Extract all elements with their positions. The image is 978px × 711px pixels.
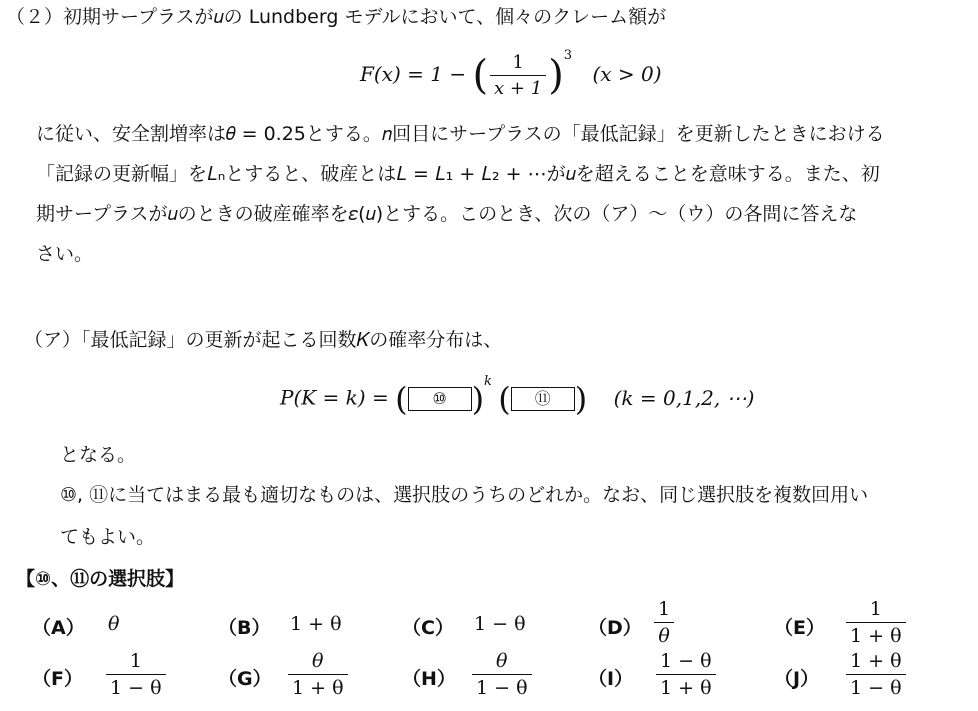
- choice-value-C: 1 − θ: [474, 613, 526, 635]
- formula-F-lhs: F(x) = 1 −: [360, 62, 467, 86]
- part-a-instruction-1: ⑩, ⑪に当てはまる最も適切なものは、選択肢のうちのどれか。なお、同じ選択肢を複数回用い: [60, 484, 869, 506]
- choice-label-D: （D）: [588, 617, 642, 639]
- choice-H-den: 1 − θ: [472, 674, 532, 699]
- choice-value-B: 1 + θ: [290, 613, 342, 635]
- choice-D-num: 1: [658, 598, 671, 620]
- choice-value-F: [104, 650, 168, 699]
- formula-F-cond: (x > 0): [592, 62, 662, 86]
- choice-value-I: [654, 650, 718, 699]
- choice-label-A: （A）: [32, 617, 85, 639]
- blank-10: ⑩: [408, 387, 472, 411]
- formula-F: [360, 48, 662, 99]
- right-paren: ): [548, 52, 564, 99]
- formula-F-den: x + 1: [490, 75, 546, 99]
- choice-value-G: [286, 650, 350, 699]
- right-paren: ): [471, 380, 485, 418]
- choice-J-num: 1 + θ: [850, 650, 902, 672]
- part-a-heading: （ア）「最低記録」の更新が起こる回数𝐾の確率分布は、: [24, 329, 503, 351]
- left-paren: (: [472, 52, 489, 99]
- right-paren: ): [574, 380, 588, 418]
- formula-P-lhs: P(K = k) =: [280, 385, 389, 410]
- formula-F-exp: 3: [563, 48, 573, 64]
- formula-P-cond: (k = 0,1,2, ⋯): [613, 385, 755, 410]
- choice-value-H: [470, 650, 534, 699]
- choice-label-F: （F）: [32, 668, 83, 690]
- formula-P: [280, 373, 755, 418]
- part-a-after: となる。: [60, 444, 137, 466]
- choice-value-J: [844, 650, 908, 699]
- formula-P-exp: k: [484, 373, 492, 389]
- left-paren: (: [498, 380, 511, 418]
- choice-I-den: 1 + θ: [656, 674, 716, 699]
- choice-label-B: （B）: [218, 617, 271, 639]
- formula-F-num: 1: [512, 52, 524, 73]
- choice-label-E: （E）: [774, 617, 825, 639]
- choice-J-den: 1 − θ: [846, 674, 906, 699]
- choice-H-num: θ: [496, 650, 508, 672]
- choice-E-den: 1 + θ: [846, 622, 906, 647]
- choice-value-E: [844, 598, 908, 647]
- choice-label-C: （C）: [402, 617, 454, 639]
- problem-paragraph: [36, 114, 966, 274]
- choice-label-G: （G）: [218, 668, 272, 690]
- question-header: （２）初期サープラスが𝑢の Lundberg モデルにおいて、個々のクレーム額が: [6, 6, 667, 28]
- paragraph-line: に従い、安全割増率は𝜃 = 0.25とする。𝑛回目にサープラスの「最低記録」を更新したときにおける: [36, 123, 885, 145]
- paragraph-line: 「記録の更新幅」を𝐿ₙとすると、破産とは𝐿 = 𝐿₁ + 𝐿₂ + ⋯が𝑢を超えることを意味する。また、初: [36, 163, 880, 185]
- choice-value-D: [652, 598, 676, 647]
- choice-F-num: 1: [129, 650, 142, 672]
- blank-11: ⑪: [511, 387, 575, 411]
- choice-label-J: （J）: [774, 668, 820, 690]
- choice-E-num: 1: [869, 598, 882, 620]
- paragraph-line: 期サープラスが𝑢のときの破産確率を𝜀(𝑢)とする。このとき、次の（ア）～（ウ）の各問に答えな: [36, 203, 858, 225]
- formula-F-fraction: [490, 52, 546, 99]
- paragraph-line: さい。: [36, 243, 94, 265]
- left-paren: (: [395, 380, 408, 418]
- choice-I-num: 1 − θ: [660, 650, 712, 672]
- choice-label-H: （H）: [402, 668, 456, 690]
- choice-value-A: θ: [108, 613, 120, 635]
- choice-label-I: （I）: [588, 668, 634, 690]
- choice-D-den: θ: [654, 622, 673, 647]
- part-a-instruction-2: てもよい。: [60, 526, 156, 548]
- choice-G-den: 1 + θ: [288, 674, 348, 699]
- choice-F-den: 1 − θ: [106, 674, 166, 699]
- choice-G-num: θ: [312, 650, 324, 672]
- choices-heading: 【⑩、⑪の選択肢】: [16, 568, 185, 590]
